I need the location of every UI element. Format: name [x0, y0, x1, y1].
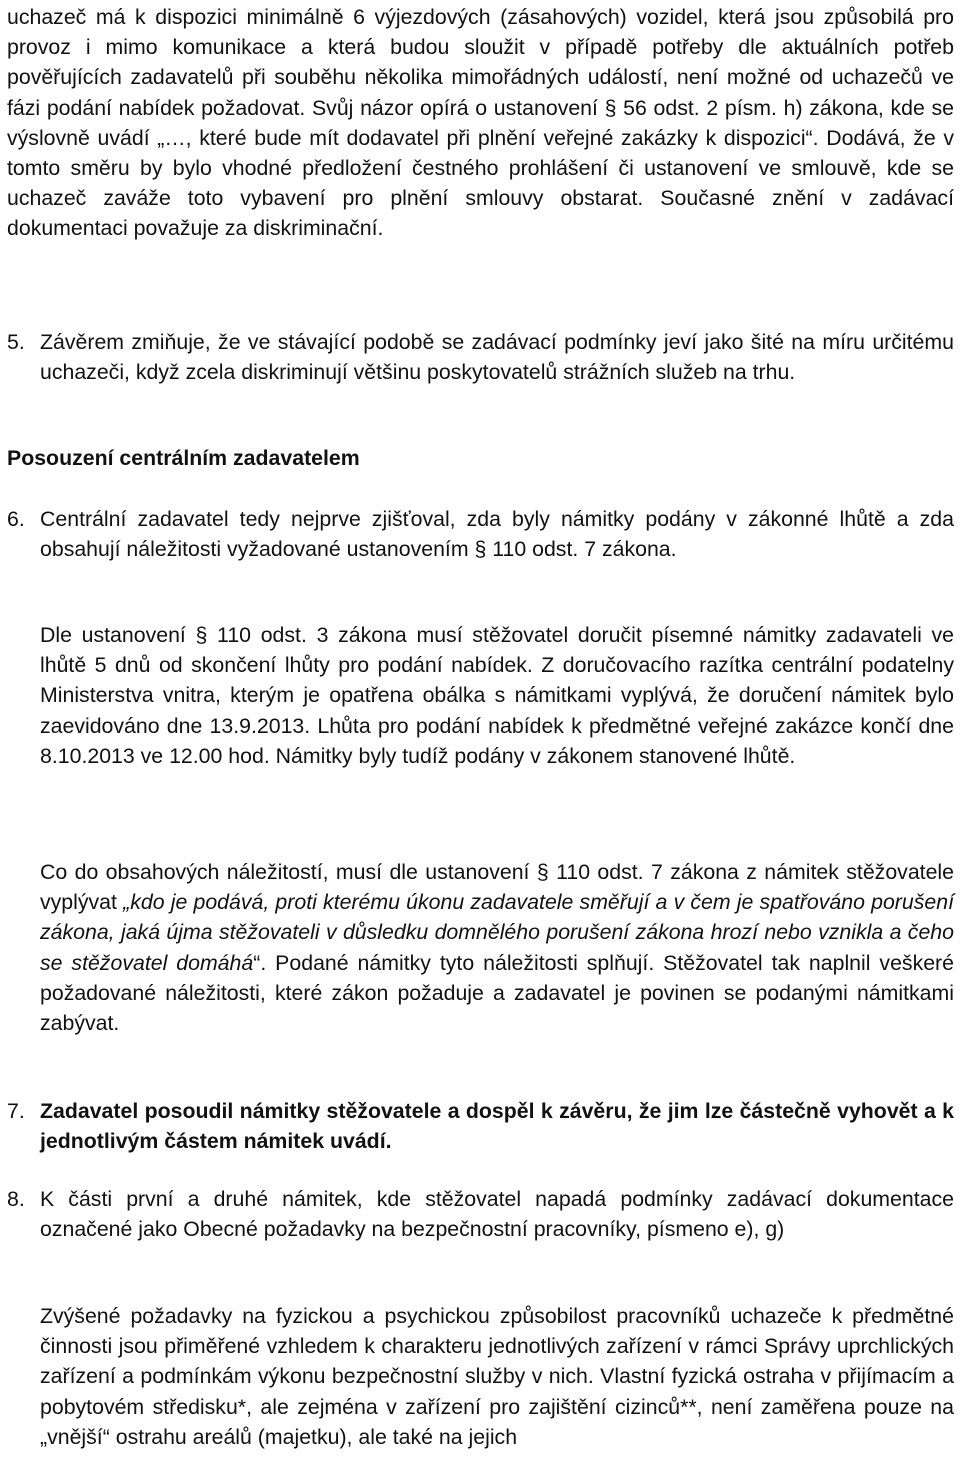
item-number-5: 5. — [7, 330, 25, 354]
content-requirements-quote: „kdo je podává, proti kterému úkonu zadavatele směřují a v čem je spatřováno porušení zákona, jaká újma stěžovateli v důsledku domnělého porušení zákona hrozí nebo vznikla a čeho se stěžovatel domáhá — [40, 890, 954, 975]
item-number-8: 8. — [7, 1187, 25, 1211]
paragraph-8-requirements: Zvýšené požadavky na fyzickou a psychickou způsobilost pracovníků uchazeče k předmětné činnosti jsou přiměřené vzhledem k charakteru jednotlivých zařízení v rámci Správy uprchlických zařízení a podmínkám výkonu bezpečnostní služby v nich. Vlastní fyzická ostraha v přijímacím a pobytovém středisku*, ale zejména v zařízení pro zajištění cizinců**, není zaměřena pouze na „vnější“ ostrahu areálů (majetku), ale také na jejich — [40, 1304, 954, 1449]
content-requirements-intro: Co do obsahových náležitostí, musí dle ustanovení § 110 odst. 7 zákona z námitek stěžovatele vyplývat — [40, 860, 954, 915]
paragraph-intro: uchazeč má k dispozici minimálně 6 výjezdových (zásahových) vozidel, která jsou způsobilá pro provoz i mimo komunikace a která budou sloužit v případě potřeby dle aktuálních potřeb pověřujících zadavatelů při souběhu několika mimořádných událostí, není možné od uchazečů ve fázi podání nabídek požadovat. Svůj názor opírá o ustanovení § 56 odst. 2 písm. h) zákona, kde se výslovně uvádí „…, které bude mít dodavatel při plnění veřejné zakázky k dispozici“. Dodává, že v tomto směru by bylo vhodné předložení čestného prohlášení či ustanovení ve smlouvě, kde se uchazeč zaváže toto vybavení pro plnění smlouvy obstarat. Současné znění v zadávací dokumentaci považuje za diskriminační. — [7, 5, 954, 241]
paragraph-6-content — [40, 857, 954, 1038]
paragraph-7: Zadavatel posoudil námitky stěžovatele a dospěl k závěru, že jim lze částečně vyhovět a k jednotlivým částem námitek uvádí. — [40, 1099, 954, 1154]
content-requirements-conclusion: “. Podané námitky tyto náležitosti splňují. Stěžovatel tak naplnil veškeré požadované náležitosti, které zákon požaduje a zadavatel je povinen se podanými námitkami zabývat. — [40, 950, 954, 1036]
paragraph-5: Závěrem zmiňuje, že ve stávající podobě se zadávací podmínky jeví jako šité na míru určitému uchazeči, když zcela diskriminují většinu poskytovatelů strážních služeb na trhu. — [40, 330, 954, 385]
item-number-7: 7. — [7, 1099, 25, 1123]
paragraph-6: Centrální zadavatel tedy nejprve zjišťoval, zda byly námitky podány v zákonné lhůtě a zda obsahují náležitosti vyžadované ustanovením § 110 odst. 7 zákona. — [40, 507, 954, 562]
paragraph-6-deadline: Dle ustanovení § 110 odst. 3 zákona musí stěžovatel doručit písemné námitky zadavateli ve lhůtě 5 dnů od skončení lhůty pro podání nabídek. Z doručovacího razítka centrální podatelny Ministerstva vnitra, kterým je opatřena obálka s námitkami vyplývá, že doručení námitek bylo zaevidováno dne 13.9.2013. Lhůta pro podání nabídek k předmětné veřejné zakázce končí dne 8.10.2013 ve 12.00 hod. Námitky byly tudíž podány v zákonem stanovené lhůtě. — [40, 623, 954, 768]
section-heading: Posouzení centrálním zadavatelem — [7, 446, 360, 470]
paragraph-8: K části první a druhé námitek, kde stěžovatel napadá podmínky zadávací dokumentace označené jako Obecné požadavky na bezpečnostní pracovníky, písmeno e), g) — [40, 1187, 954, 1242]
item-number-6: 6. — [7, 507, 25, 531]
